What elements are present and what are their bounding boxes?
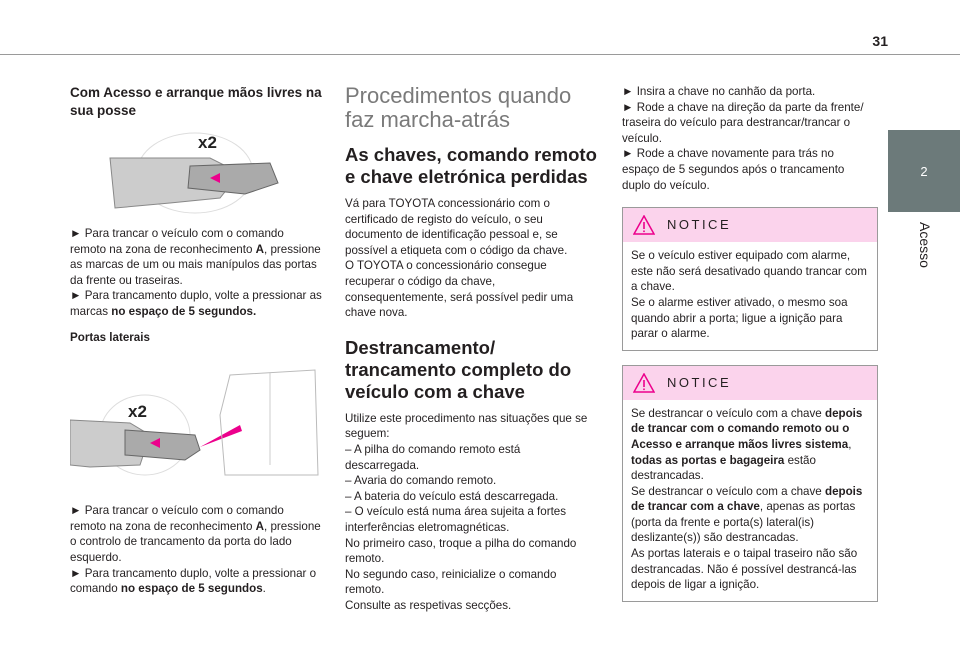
chapter-tab[interactable] bbox=[888, 130, 960, 212]
column-middle bbox=[345, 84, 597, 613]
bold-text: A bbox=[255, 242, 264, 256]
page-number: 31 bbox=[872, 33, 888, 49]
text: , bbox=[848, 437, 852, 451]
text-line bbox=[631, 295, 869, 342]
text: As portas laterais e o taipal traseiro não são destrancadas. Não é possível destrancá-las depois de ligar a ignição. bbox=[631, 547, 858, 592]
para-steps bbox=[622, 84, 874, 193]
notice-box bbox=[622, 207, 878, 351]
text: Se destrancar o veículo com a chave bbox=[631, 406, 825, 420]
bold-text: todas as portas e bagageira bbox=[631, 453, 785, 467]
text-line bbox=[622, 84, 874, 100]
section-heading: Com Acesso e arranque mãos livres na sua posse bbox=[70, 85, 322, 118]
times-two-label: x2 bbox=[198, 133, 217, 152]
text: Se destrancar o veículo com a chave bbox=[631, 484, 825, 498]
text: ► Para trancamento duplo, volte a pressionar o comando bbox=[70, 566, 317, 596]
text-line bbox=[631, 484, 869, 546]
para-unlock bbox=[345, 411, 597, 614]
header-rule bbox=[0, 54, 960, 55]
text: , pressione o controlo de trancamento da porta do lado esquerdo. bbox=[70, 519, 321, 564]
bold-text: depois de trancar com o comando remoto ou o Acesso e arranque mãos livres sistema bbox=[631, 406, 863, 451]
warning-icon bbox=[633, 373, 655, 393]
text-line bbox=[345, 411, 597, 442]
subheading: Portas laterais bbox=[70, 330, 150, 344]
times-two-label: x2 bbox=[128, 402, 147, 422]
chapter-label-text: Acesso bbox=[917, 222, 933, 268]
text-line bbox=[345, 489, 597, 505]
bold-text: depois de trancar com a chave bbox=[631, 484, 863, 514]
text-line bbox=[70, 566, 322, 597]
text: ► Para trancar o veículo com o comando remoto na zona de reconhecimento bbox=[70, 227, 284, 256]
page-title: Procedimentos quando faz marcha-atrás bbox=[345, 83, 572, 132]
text: , pressione as marcas de um ou mais manípulos das portas da frente ou traseiras. bbox=[70, 242, 321, 287]
text: ► Rode a chave novamente para trás no espaço de 5 segundos após o trancamento duplo do veículo. bbox=[622, 147, 845, 192]
chapter-number: 2 bbox=[920, 163, 928, 179]
text-line bbox=[622, 146, 874, 193]
text-line bbox=[345, 504, 597, 535]
bold-text: no espaço de 5 segundos. bbox=[111, 304, 257, 318]
text-line bbox=[631, 248, 869, 295]
column-right bbox=[622, 84, 874, 614]
para-lost-keys bbox=[345, 196, 597, 321]
section-heading-lost-keys: As chaves, comando remoto e chave eletrónica perdidas bbox=[345, 144, 597, 187]
para1 bbox=[70, 226, 322, 320]
text-line bbox=[70, 288, 322, 319]
section-heading-unlock: Destrancamento/ trancamento completo do veículo com a chave bbox=[345, 336, 572, 402]
text-line bbox=[631, 546, 869, 593]
side-door-illustration bbox=[70, 355, 322, 487]
text: ► Insira a chave no canhão da porta. bbox=[622, 85, 816, 98]
text-line bbox=[345, 442, 597, 473]
warning-icon bbox=[633, 215, 655, 235]
notice-title: NOTICE bbox=[667, 217, 732, 233]
text-line bbox=[345, 196, 597, 258]
text: estão destrancadas. bbox=[631, 453, 816, 483]
chapter-label bbox=[888, 222, 960, 282]
text: No segundo caso, reinicialize o comando remoto. bbox=[345, 567, 557, 597]
text: Vá para TOYOTA concessionário com o certificado de registo do veículo, o seu documento de identificação pessoal e, se possível a etiqueta com o código da chave. bbox=[345, 197, 568, 257]
text-line bbox=[631, 406, 869, 484]
bold-text: A bbox=[255, 519, 264, 533]
text-line bbox=[70, 503, 322, 565]
text-line bbox=[345, 473, 597, 489]
text-line bbox=[70, 226, 322, 288]
text: Utilize este procedimento nas situações que se seguem: bbox=[345, 411, 588, 441]
text: . bbox=[262, 582, 266, 596]
text: ► Para trancamento duplo, volte a pressionar as marcas bbox=[70, 289, 322, 318]
text: ► Para trancar o veículo com o comando remoto na zona de reconhecimento bbox=[70, 504, 284, 533]
key-fob-illustration bbox=[70, 128, 322, 218]
column-left bbox=[70, 84, 322, 597]
text: – A bateria do veículo está descarregada. bbox=[345, 489, 559, 503]
text-line bbox=[345, 567, 597, 598]
bold-text: no espaço de 5 segundos bbox=[120, 582, 263, 596]
text: O TOYOTA o concessionário consegue recuperar o código da chave, consequentemente, será possível pedir uma chave nova. bbox=[345, 259, 574, 320]
text: No primeiro caso, troque a pilha do comando remoto. bbox=[345, 536, 577, 566]
notice-body bbox=[623, 400, 877, 601]
text-line bbox=[622, 100, 874, 147]
text-line bbox=[345, 258, 597, 320]
notice-body bbox=[623, 242, 877, 350]
text: Se o veículo estiver equipado com alarme, este não será desativado quando trancar com a chave. bbox=[631, 249, 867, 294]
text-line bbox=[345, 598, 597, 614]
text: – Avaria do comando remoto. bbox=[345, 474, 497, 488]
notice-box bbox=[622, 365, 878, 602]
text: , apenas as portas (porta da frente e porta(s) lateral(is) deslizante(s)) são destrancadas. bbox=[631, 500, 856, 545]
text: – A pilha do comando remoto está descarregada. bbox=[345, 442, 521, 472]
notice-title: NOTICE bbox=[667, 374, 732, 390]
text: – O veículo está numa área sujeita a fortes interferências eletromagnéticas. bbox=[345, 505, 567, 534]
text: Consulte as respetivas secções. bbox=[345, 598, 512, 612]
text: Se o alarme estiver ativado, o mesmo soa quando abrir a porta; ligue a ignição para parar o alarme. bbox=[631, 295, 848, 341]
text: ► Rode a chave na direção da parte da frente/ traseira do veículo para destrancar/trancar o veículo. bbox=[622, 100, 864, 145]
para2 bbox=[70, 503, 322, 597]
text-line bbox=[345, 536, 597, 567]
